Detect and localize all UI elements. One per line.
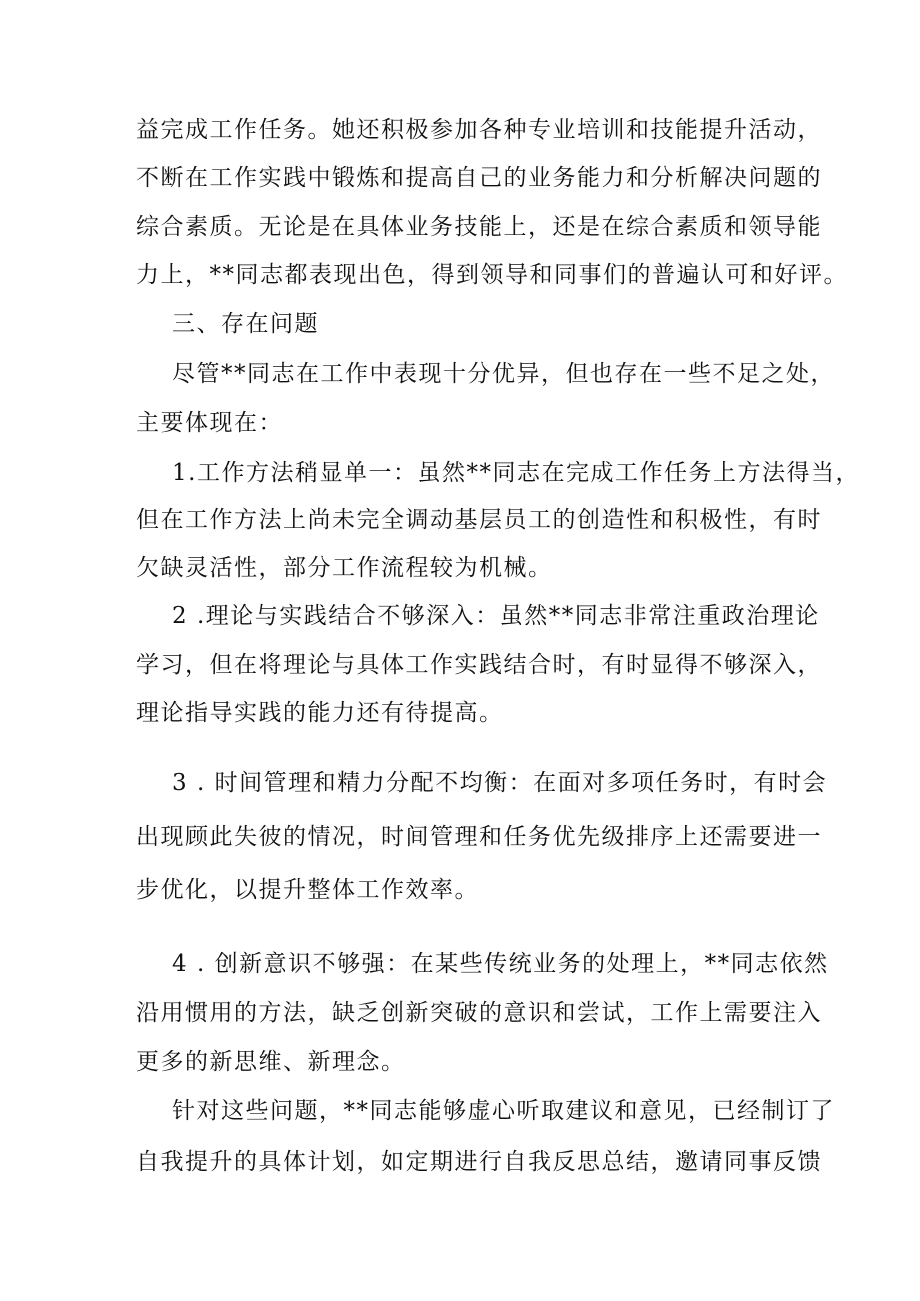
list-item-line: 理论指导实践的能力还有待提高。 [136, 700, 504, 726]
list-item-line: 学习，但在将理论与具体工作实践结合时，有时显得不够深入， [136, 652, 822, 678]
list-item-line: 更多的新思维、新理念。 [136, 1049, 406, 1075]
list-item-line: 但在工作方法上尚未完全调动基层员工的创造性和积极性，有时 [136, 507, 822, 533]
list-item-line: 欠缺灵活性，部分工作流程较为机械。 [136, 555, 553, 581]
paragraph-line: 针对这些问题，**同志能够虚心听取建议和意见，已经制订了 [172, 1098, 835, 1124]
paragraph-line: 自我提升的具体计划，如定期进行自我反思总结，邀请同事反馈 [136, 1149, 822, 1175]
list-item-line: 步优化，以提升整体工作效率。 [136, 877, 479, 903]
list-item-line: 出现顾此失彼的情况，时间管理和任务优先级排序上还需要进一 [136, 824, 822, 850]
list-item-line: 1.工作方法稍显单一：虽然**同志在完成工作任务上方法得当， [172, 460, 860, 486]
list-item-line: 4 . 创新意识不够强：在某些传统业务的处理上，**同志依然 [172, 951, 829, 977]
paragraph-line: 不断在工作实践中锻炼和提高自己的业务能力和分析解决问题的 [136, 165, 822, 191]
paragraph-line: 尽管**同志在工作中表现十分优异，但也存在一些不足之处， [172, 361, 835, 387]
paragraph-line: 力上，**同志都表现出色，得到领导和同事们的普遍认可和好评。 [136, 262, 848, 288]
list-item-line: 3 . 时间管理和精力分配不均衡：在面对多项任务时，有时会 [172, 770, 828, 796]
list-item-line: 沿用惯用的方法，缺乏创新突破的意识和尝试，工作上需要注入 [136, 1000, 822, 1026]
section-heading: 三、存在问题 [172, 311, 319, 337]
paragraph-line: 益完成工作任务。她还积极参加各种专业培训和技能提升活动， [136, 117, 822, 143]
paragraph-line: 综合素质。无论是在具体业务技能上，还是在综合素质和领导能 [136, 214, 822, 240]
paragraph-line: 主要体现在： [136, 410, 283, 436]
list-item-line: 2 .理论与实践结合不够深入：虽然**同志非常注重政治理论 [172, 603, 820, 629]
